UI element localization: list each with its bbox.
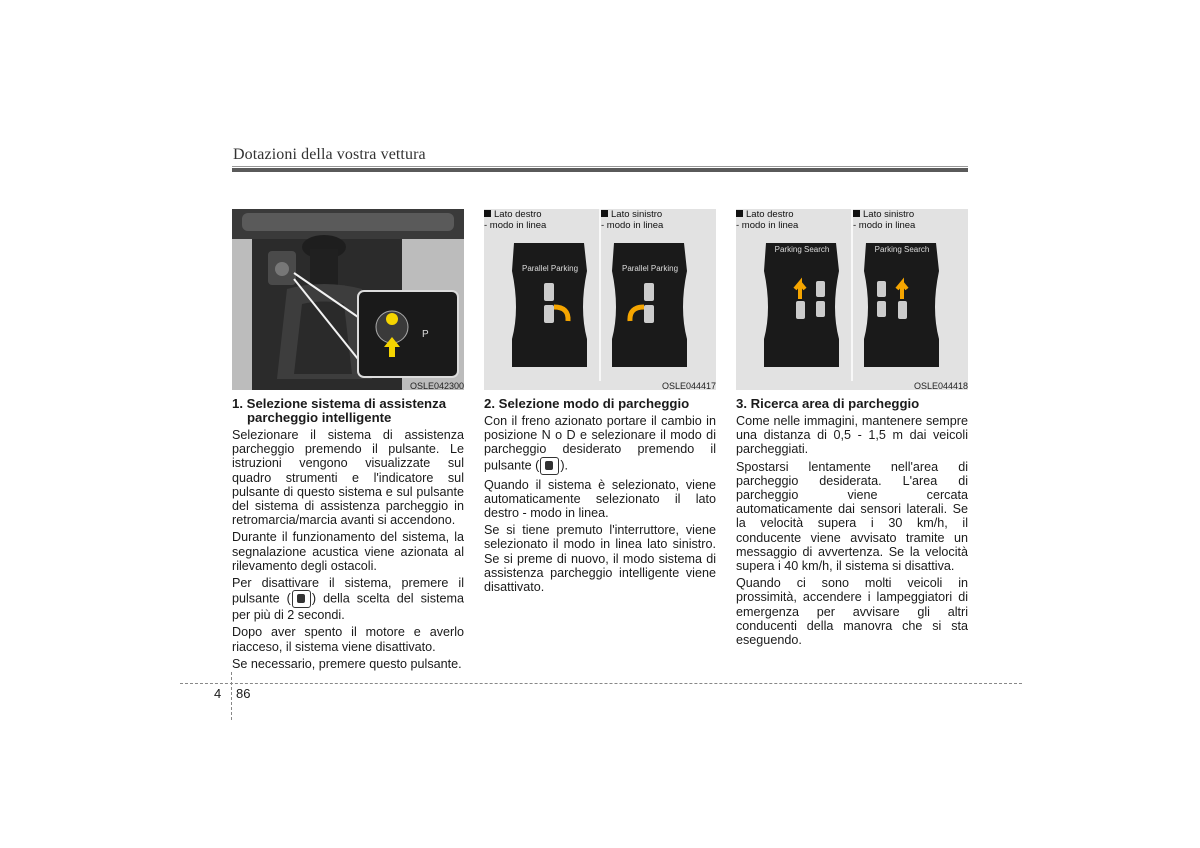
gear-shifter-illustration [232,209,464,390]
section-2-paragraph-1 [484,414,716,475]
screen-label-right: Parking Search [874,245,930,254]
section-2 [484,397,716,597]
section-1-paragraph-1: Selezionare il sistema di assistenza parcheggio premendo il pulsante. Le istruzioni vengono visualizzate sul quadro strumenti e l'indicatore sul pulsante di questo sistema e sul pulsante del sistema di assistenza parcheggio in retromarcia/marcia avanti si accendono. [232,428,464,528]
section-3-title: 3. Ricerca area di parcheggio [736,396,920,411]
legend-left-line1: Lato destro [746,209,794,220]
parallel-parking-displays [484,209,716,390]
section-3 [736,397,968,650]
figure-parallel-parking [484,209,716,390]
section-1-paragraph-4: Dopo aver spento il motore e averlo riacceso, il sistema viene disattivato. [232,625,464,654]
page-number: 86 [236,686,251,701]
section-1-paragraph-2: Durante il funzionamento del sistema, la segnalazione acustica viene azionata al rilevamento degli ostacoli. [232,530,464,573]
header-rule [232,168,968,172]
screen-label-left: Parallel Parking [521,264,579,273]
figure-parking-search [736,209,968,390]
section-1-paragraph-5: Se necessario, premere questo pulsante. [232,656,462,671]
figure-code-3: OSLE044418 [913,381,968,391]
section-1-paragraph-3a: Per disattivare il sistema, premere il pulsante ( [232,576,464,606]
legend-square-icon [484,210,491,217]
section-1 [232,397,464,674]
legend-left-line1: Lato destro [494,209,542,220]
section-2-paragraph-3: Se si tiene premuto l'interruttore, viene selezionato il modo in linea lato sinistro. Se si preme di nuovo, il modo sistema di assistenza parcheggio intelligente viene disattivato. [484,523,716,595]
figure-code-2: OSLE044417 [661,381,716,391]
legend-left [736,209,798,231]
legend-left-line2: - modo in linea [736,220,799,231]
parking-assist-button-icon [540,457,559,475]
section-3-paragraph-3: Quando ci sono molti veicoli in prossimità, accendere i lampeggiatori di emergenza per avvisare gli altri conducenti della manovra che si sta eseguendo. [736,576,968,648]
legend-square-icon [853,210,860,217]
figure-gear-shifter [232,209,464,390]
section-1-title-line1: 1. Selezione sistema di assistenza [232,396,447,411]
footer-dashed-rule [180,683,1022,684]
screen-label-left: Parking Search [774,245,830,254]
svg-text:P: P [422,329,429,340]
figure-code-1: OSLE042300 [409,381,464,391]
section-2-paragraph-2: Quando il sistema è selezionato, viene automaticamente selezionato il lato destro - modo in linea. [484,477,716,521]
section-2-title: 2. Selezione modo di parcheggio [484,396,690,411]
section-2-paragraph-1b: ). [560,457,569,472]
parking-search-displays [736,209,968,390]
section-3-paragraph-2: Spostarsi lentamente nell'area di parcheggio desiderata. L'area di parcheggio viene cercata automaticamente dai sensori laterali. Se la velocità supera i 30 km/h, il conducente viene avvisato tramite un messaggio di avvertenza. Se la velocità supera i 40 km/h, il sistema si disattiva. [736,459,968,574]
parking-assist-button-icon [292,590,311,608]
section-2-paragraph-1a: Con il freno azionato portare il cambio in posizione N o D e selezionare il modo di parcheggio desiderato premendo il pulsante ( [484,414,716,472]
legend-right-line1: Lato sinistro [611,209,663,220]
footer-dashed-divider [231,672,232,720]
legend-left [484,209,546,231]
section-1-title [232,397,464,425]
legend-right [853,209,915,231]
legend-right [601,209,663,231]
page-header-title: Dotazioni della vostra vettura [233,146,426,163]
section-3-paragraph-1: Come nelle immagini, mantenere sempre una distanza di 0,5 - 1,5 m dai veicoli parcheggiati. [736,414,968,457]
section-1-title-line2: parcheggio intelligente [247,410,392,425]
legend-square-icon [601,210,608,217]
chapter-number: 4 [214,686,222,701]
legend-right-line2: - modo in linea [853,220,916,231]
legend-right-line2: - modo in linea [601,220,664,231]
section-1-paragraph-3b: ) della scelta del sistema per più di 2 secondi. [232,591,464,623]
section-1-paragraph-3 [232,576,464,622]
legend-left-line2: - modo in linea [484,220,547,231]
legend-right-line1: Lato sinistro [863,209,915,220]
legend-square-icon [736,210,743,217]
screen-label-right: Parallel Parking [621,264,679,273]
header-rule-thin [232,166,968,167]
